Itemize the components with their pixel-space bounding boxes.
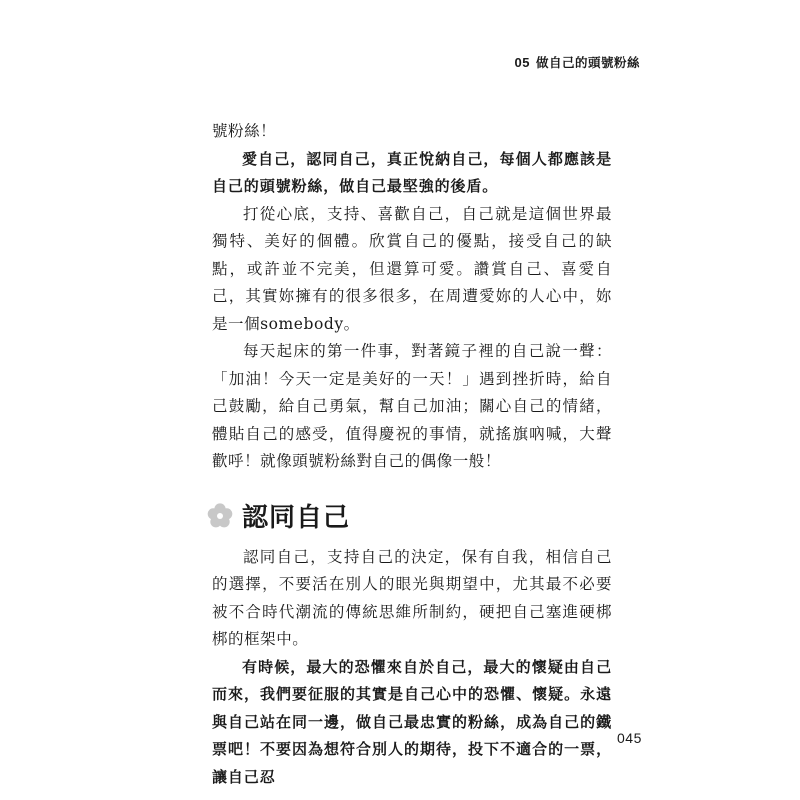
bold-paragraph: 愛自己，認同自己，真正悅納自己，每個人都應該是自己的頭號粉絲，做自己最堅強的後盾。 (212, 149, 612, 195)
bold-paragraph: 有時候，最大的恐懼來自於自己，最大的懷疑由自己而來，我們要征服的其實是自己心中的恐懼、懷疑。永遠與自己站在同一邊，做自己最忠實的粉絲，成為自己的鐵票吧！不要因為想符合別人的期待，投下不適合的一票，讓自己忍 (212, 657, 612, 786)
paragraph: 號粉絲！ (212, 122, 277, 140)
section-heading (206, 496, 612, 536)
flower-icon (206, 502, 234, 530)
page-number: 045 (617, 730, 642, 746)
running-header (515, 53, 640, 71)
paragraph: 每天起床的第一件事，對著鏡子裡的自己說一聲：「加油！今天一定是美好的一天！」遇到挫折時，給自己鼓勵，給自己勇氣，幫自己加油；關心自己的情緒，體貼自己的感受，值得慶祝的事情，就搖旗吶喊，大聲歡呼！就像頭號粉絲對自己的偶像一般！ (212, 342, 612, 470)
chapter-number: 05 (514, 55, 530, 70)
paragraph: 打從心底，支持、喜歡自己，自己就是這個世界最獨特、美好的個體。欣賞自己的優點，接受自己的缺點，或許並不完美，但還算可愛。讚賞自己、喜愛自己，其實妳擁有的很多很多，在周遭愛妳的人心中，妳是一個somebody。 (212, 204, 612, 333)
section-title: 認同自己 (242, 503, 351, 533)
chapter-title: 做自己的頭號粉絲 (535, 55, 640, 70)
paragraph: 認同自己，支持自己的決定，保有自我，相信自己的選擇，不要活在別人的眼光與期望中，尤其最不必要被不合時代潮流的傳統思維所制約，硬把自己塞進硬梆梆的框架中。 (212, 547, 612, 648)
page-body (212, 118, 612, 791)
